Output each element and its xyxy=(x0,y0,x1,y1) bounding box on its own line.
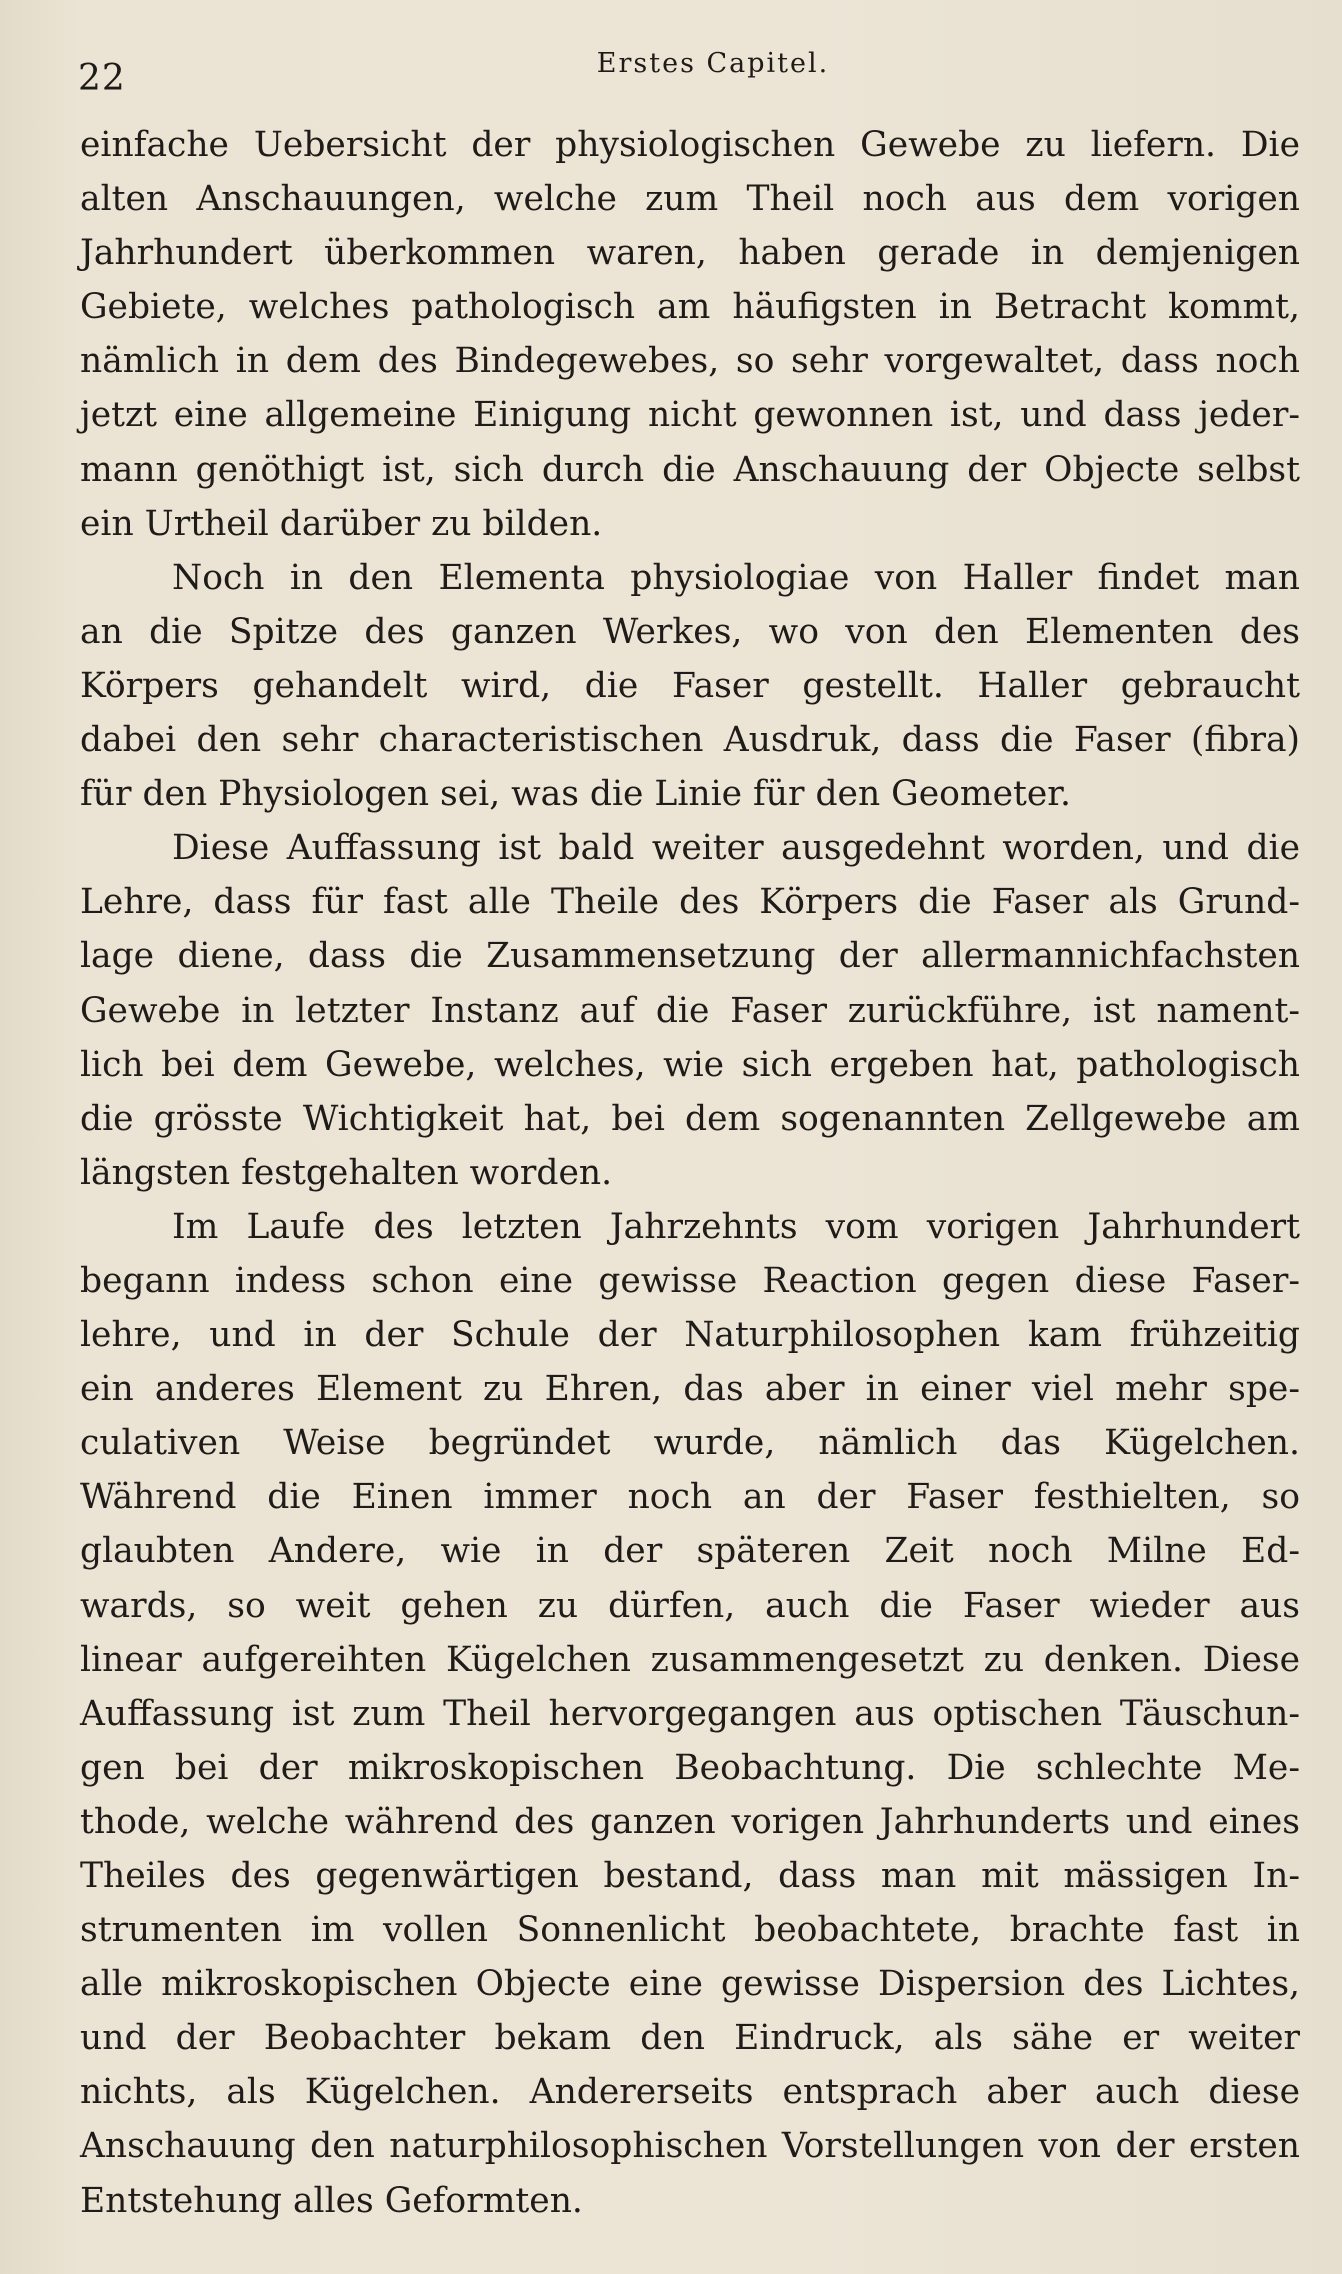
text-line: Diese Auffassung ist bald weiter ausgedehnt worden, und die xyxy=(172,828,1300,869)
text-line: einfache Uebersicht der physiologischen Gewebe zu liefern. Die xyxy=(80,125,1300,165)
page-header xyxy=(78,44,1308,104)
text-line: culativen Weise begründet wurde, nämlich das Kügelchen. xyxy=(80,1423,1300,1464)
text-line: ein anderes Element zu Ehren, das aber in einer viel mehr spe- xyxy=(80,1369,1300,1410)
text-line: Theiles des gegenwärtigen bestand, dass man mit mässigen In- xyxy=(80,1856,1300,1896)
text-line: alten Anschauungen, welche zum Theil noch aus dem vorigen xyxy=(80,179,1300,220)
text-line: Körpers gehandelt wird, die Faser gestellt. Haller gebraucht xyxy=(80,665,1300,706)
text-line: an die Spitze des ganzen Werkes, wo von den Elementen des xyxy=(80,611,1300,652)
text-line: die grösste Wichtigkeit hat, bei dem sogenannten Zellgewebe am xyxy=(80,1098,1300,1139)
text-line: nichts, als Kügelchen. Andererseits entsprach aber auch diese xyxy=(80,2072,1300,2113)
paragraph xyxy=(80,551,1300,821)
text-line: strumenten im vollen Sonnenlicht beobachtete, brachte fast in xyxy=(80,1910,1300,1951)
paragraph xyxy=(80,821,1300,1200)
text-line: Entstehung alles Geformten. xyxy=(80,2180,583,2221)
text-line: Anschauung den naturphilosophischen Vorstellungen von der ersten xyxy=(80,2126,1300,2167)
text-line: ein Urtheil darüber zu bilden. xyxy=(80,503,603,544)
text-line: Während die Einen immer noch an der Faser festhielten, so xyxy=(80,1477,1300,1518)
page-number: 22 xyxy=(78,58,126,99)
text-line: Gewebe in letzter Instanz auf die Faser zurückführe, ist nament- xyxy=(80,990,1300,1031)
text-line: Jahrhundert überkommen waren, haben gerade in demjenigen xyxy=(80,233,1300,274)
text-line: längsten festgehalten worden. xyxy=(80,1152,613,1193)
text-line: glaubten Andere, wie in der späteren Zeit noch Milne Ed- xyxy=(80,1531,1300,1572)
text-line: Auffassung ist zum Theil hervorgegangen aus optischen Täuschun- xyxy=(80,1693,1300,1734)
text-line: mann genöthigt ist, sich durch die Anschauung der Objecte selbst xyxy=(80,449,1300,490)
paragraph xyxy=(80,1200,1300,2228)
text-line: gen bei der mikroskopischen Beobachtung. Die schlechte Me- xyxy=(80,1747,1300,1788)
text-line: Noch in den Elementa physiologiae von Haller findet man xyxy=(172,557,1300,598)
text-line: alle mikroskopischen Objecte eine gewisse Dispersion des Lichtes, xyxy=(80,1964,1300,2005)
text-line: dabei den sehr characteristischen Ausdruk, dass die Faser (fibra) xyxy=(80,720,1300,761)
text-line: lage diene, dass die Zusammensetzung der allermannichfachsten xyxy=(80,936,1300,977)
paragraph xyxy=(80,118,1300,551)
text-line: nämlich in dem des Bindegewebes, so sehr vorgewaltet, dass noch xyxy=(80,341,1300,382)
text-line: begann indess schon eine gewisse Reaction gegen diese Faser- xyxy=(80,1260,1300,1301)
text-line: wards, so weit gehen zu dürfen, auch die Faser wieder aus xyxy=(80,1585,1300,1626)
text-line: Im Laufe des letzten Jahrzehnts vom vorigen Jahrhundert xyxy=(172,1206,1300,1247)
text-line: Lehre, dass für fast alle Theile des Körpers die Faser als Grund- xyxy=(80,882,1300,923)
text-line: lehre, und in der Schule der Naturphilosophen kam frühzeitig xyxy=(80,1315,1300,1356)
text-line: Gebiete, welches pathologisch am häufigsten in Betracht kommt, xyxy=(80,287,1300,328)
text-line: für den Physiologen sei, was die Linie für den Geometer. xyxy=(80,774,1071,815)
text-line: thode, welche während des ganzen vorigen Jahrhunderts und eines xyxy=(80,1801,1300,1842)
text-line: linear aufgereihten Kügelchen zusammengesetzt zu denken. Diese xyxy=(80,1639,1300,1680)
body-text xyxy=(80,118,1300,2228)
text-line: und der Beobachter bekam den Eindruck, als sähe er weiter xyxy=(80,2018,1300,2059)
text-line: lich bei dem Gewebe, welches, wie sich ergeben hat, pathologisch xyxy=(80,1044,1300,1085)
running-head: Erstes Capitel. xyxy=(596,48,830,79)
text-line: jetzt eine allgemeine Einigung nicht gewonnen ist, und dass jeder- xyxy=(80,395,1300,436)
